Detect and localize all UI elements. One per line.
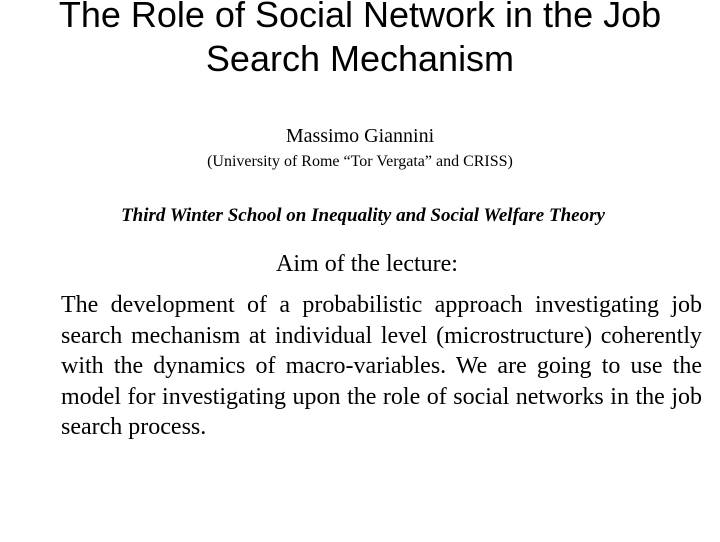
author-affiliation: (University of Rome “Tor Vergata” and CRISS) [207, 153, 513, 170]
aim-body: The development of a probabilistic approach investigating job search mechanism at individual level (microstructure) coherently with the dynamics of macro-variables. We are going to use the model for investigating upon the role of social networks in the job search process. [61, 292, 702, 440]
slide-title: The Role of Social Network in the Job Search Mechanism [58, 0, 662, 79]
aim-heading: Aim of the lecture: [276, 251, 458, 277]
author-name: Massimo Giannini [285, 125, 435, 147]
event-name: Third Winter School on Inequality and Social Welfare Theory [121, 205, 605, 226]
